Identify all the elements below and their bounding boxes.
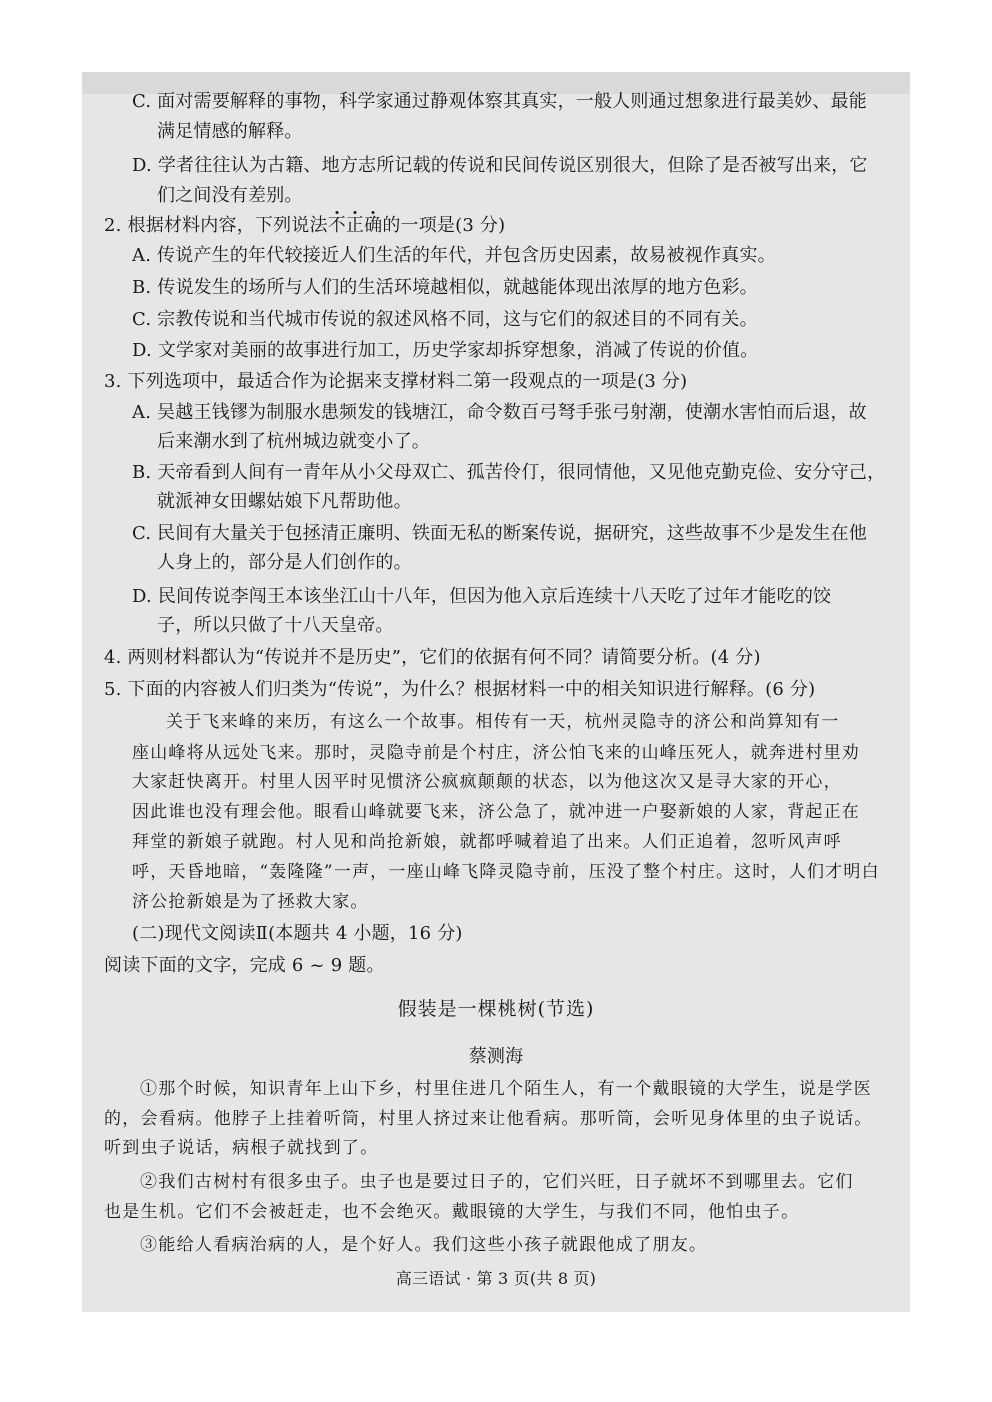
question-3-stem: 3. 下列选项中，最适合作为论据来支撑材料二第一段观点的一项是(3 分) [104,371,688,392]
q2-emphasis [328,215,383,236]
emphasis-char: 确 [364,215,383,236]
paragraph-1-line-3: 听到虫子说话，病根子就找到了。 [104,1138,379,1158]
story-line-5: 拜堂的新娘子就跑。村人见和尚抢新娘，就都呼喊着追了出来。人们正追着，忽听风声呼 [132,832,842,852]
emphasis-char: 正 [345,215,365,236]
story-line-2: 座山峰将从远处飞来。那时，灵隐寺前是个村庄，济公怕飞来的山峰压死人，就奔进村里劝 [132,743,860,763]
section-2-heading: (二)现代文阅读Ⅱ(本题共 4 小题，16 分) [132,923,463,944]
paragraph-2-line-2: 也是生机。它们不会被赶走，也不会绝灭。戴眼镜的大学生，与我们不同，他怕虫子。 [104,1202,800,1222]
q3-option-b-line2: 就派神女田螺姑娘下凡帮助他。 [157,491,412,512]
q3-option-d-line1: D. 民间传说李闯王本该坐江山十八年，但因为他入京后连续十八天吃了过年才能吃的饺 [132,586,832,607]
paragraph-1-line-2: 的，会看病。他脖子上挂着听筒，村里人挤过来让他看病。那听筒，会听见身体里的虫子说话。 [104,1109,873,1129]
q2-option-d: D. 文学家对美丽的故事进行加工，历史学家却拆穿想象，消减了传说的价值。 [132,340,759,361]
question-5: 5. 下面的内容被人们归类为“传说”，为什么？根据材料一中的相关知识进行解释。(6 分) [104,679,816,700]
q2-option-b: B. 传说发生的场所与人们的生活环境越相似，就越能体现出浓厚的地方色彩。 [132,277,758,298]
q2-stem-after: 的一项是(3 分) [382,215,506,236]
paragraph-2-line-1: ②我们古树村有很多虫子。虫子也是要过日子的，它们兴旺，日子就坏不到哪里去。它们 [140,1172,854,1192]
option-c-line1: C. 面对需要解释的事物，科学家通过静观体察其真实，一般人则通过想象进行最美妙、最能 [132,91,867,112]
q3-option-d-line2: 子，所以只做了十八天皇帝。 [157,615,394,636]
emphasis-char: 不 [327,215,346,236]
option-d-line1: D. 学者往往认为古籍、地方志所记载的传说和民间传说区别很大，但除了是否被写出来，它 [132,155,868,176]
story-line-7: 济公抢新娘是为了拯救大家。 [132,892,369,912]
page-footer: 高三语试 · 第 3 页(共 8 页) [395,1269,597,1288]
option-d-line2: 们之间没有差别。 [157,185,303,206]
question-2-stem [104,214,505,238]
question-4: 4. 两则材料都认为“传说并不是历史”，它们的依据有何不同？请简要分析。(4 分) [104,647,761,668]
section-2-intro: 阅读下面的文字，完成 6 ~ 9 题。 [104,955,385,976]
article-title: 假装是一棵桃树(节选) [397,998,595,1020]
paragraph-3-line-1: ③能给人看病治病的人，是个好人。我们这些小孩子就跟他成了朋友。 [140,1235,708,1255]
q3-option-a-line2: 后来潮水到了杭州城边就变小了。 [157,431,430,452]
q3-option-a-line1: A. 吴越王钱镠为制服水患频发的钱塘江，命令数百弓弩手张弓射潮，使潮水害怕而后退，故 [132,402,867,423]
q2-option-c: C. 宗教传说和当代城市传说的叙述风格不同，这与它们的叙述目的不同有关。 [132,309,758,330]
article-author: 蔡测海 [468,1046,524,1067]
story-line-1: 关于飞来峰的来历，有这么一个故事。相传有一天，杭州灵隐寺的济公和尚算知有一 [166,712,840,732]
story-line-6: 呼，天昏地暗，“轰隆隆”一声，一座山峰飞降灵隐寺前，压没了整个村庄。这时，人们才明白 [132,862,880,882]
story-line-3: 大家赶快离开。村里人因平时见惯济公疯疯颠颠的状态，以为他这次又是寻大家的开心， [132,772,842,792]
paragraph-1-line-1: ①那个时候，知识青年上山下乡，村里住进几个陌生人，有一个戴眼镜的大学生，说是学医 [140,1079,872,1099]
story-line-4: 因此谁也没有理会他。眼看山峰就要飞来，济公急了，就冲进一户娶新娘的人家，背起正在 [132,802,860,822]
option-c-line2: 满足情感的解释。 [157,121,303,142]
q2-stem-before: 2. 根据材料内容，下列说法 [104,215,328,236]
q3-option-c-line1: C. 民间有大量关于包拯清正廉明、铁面无私的断案传说，据研究，这些故事不少是发生在他 [132,523,867,544]
q2-option-a: A. 传说产生的年代较接近人们生活的年代，并包含历史因素，故易被视作真实。 [132,245,776,266]
q3-option-b-line1: B. 天帝看到人间有一青年从小父母双亡、孤苦伶仃，很同情他，又见他克勤克俭、安分守己， [132,462,886,483]
q3-option-c-line2: 人身上的，部分是人们创作的。 [157,552,412,573]
